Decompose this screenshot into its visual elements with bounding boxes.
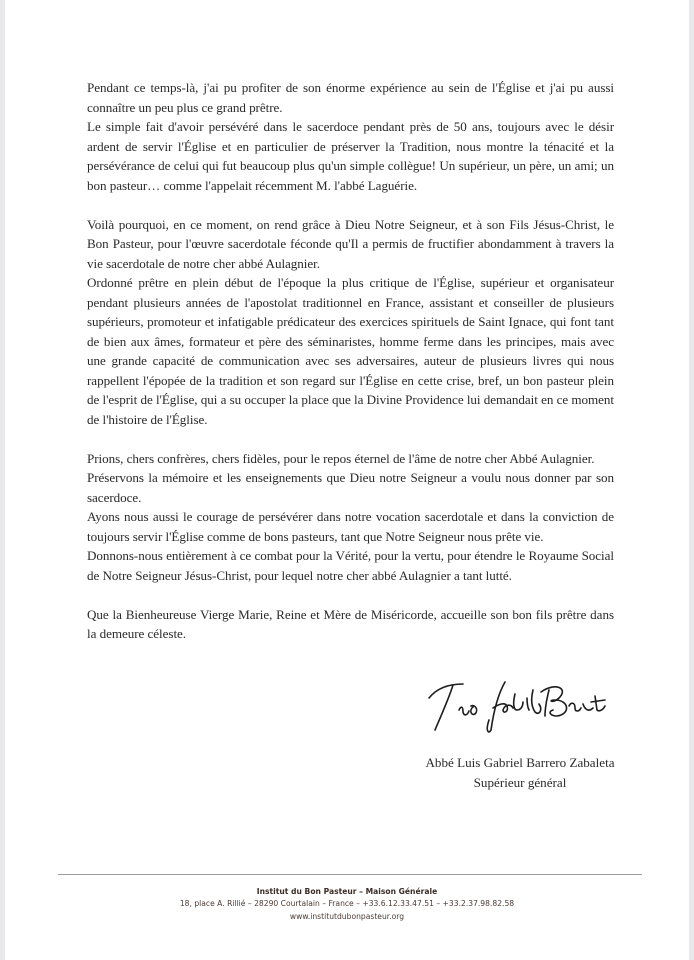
signatory-block	[395, 753, 645, 792]
paragraph-gap	[87, 585, 614, 605]
paragraph: Le simple fait d'avoir persévéré dans le sacerdoce pendant près de 50 ans, toujours avec le désir ardent de servir l'Église et en particulier de préserver la Tradition, nous montre la ténacité et la persévérance de celui qui fut beaucoup plus qu'un simple collègue! Un supérieur, un père, un ami; un bon pasteur… comme l'appelait récemment M. l'abbé Laguérie.	[87, 119, 614, 193]
footer-divider	[58, 874, 642, 875]
paragraph-gap	[87, 429, 614, 449]
footer-organization: Institut du Bon Pasteur – Maison Générale	[256, 887, 438, 896]
letter-body	[87, 78, 614, 644]
signature-stroke	[541, 687, 605, 716]
paragraph: Pendant ce temps-là, j'ai pu profiter de son énorme expérience au sein de l'Église et j'ai pu aussi connaître un peu plus ce grand prêtre.	[87, 80, 614, 115]
footer-website: www.institutdubonpasteur.org	[289, 911, 405, 921]
signatory-title: Supérieur général	[473, 774, 567, 790]
paragraph: Que la Bienheureuse Vierge Marie, Reine et Mère de Miséricorde, accueille son bon fils prêtre dans la demeure céleste.	[87, 606, 614, 641]
paragraph: Donnons-nous entièrement à ce combat pour la Vérité, pour la vertu, pour étendre le Royaume Social de Notre Seigneur Jésus-Christ, pour lequel notre cher abbé Aulagnier a tant lutté.	[87, 548, 614, 583]
signatory-name: Abbé Luis Gabriel Barrero Zabaleta	[425, 755, 615, 770]
paragraph: Prions, chers confrères, chers fidèles, pour le repos éternel de l'âme de notre cher Abbé Aulagnier.	[87, 450, 595, 466]
handwritten-signature	[423, 676, 613, 736]
signature-stroke	[429, 684, 463, 730]
letterhead-footer	[105, 886, 589, 923]
letter-page	[5, 0, 689, 960]
paragraph: Préservons la mémoire et les enseignements que Dieu notre Seigneur a voulu nous donner par son sacerdoce.	[87, 470, 614, 505]
paragraph: Ordonné prêtre en plein début de l'époque la plus critique de l'Église, supérieur et organisateur pendant plusieurs années de l'apostolat traditionnel en France, assistant et conseiller de plusieurs supérieurs, promoteur et infatigable prédicateur des exercices spirituels de Saint Ignace, qui font tant de bien aux âmes, formateur et père des séminaristes, homme ferme dans les principes, mais avec une grande capacité de communication avec ses adversaires, auteur de plusieurs livres qui nous rappellent l'épopée de la tradition et son regard sur l'Église en cette crise, bref, un bon pasteur plein de l'esprit de l'Église, qui a su occuper la place que la Divine Providence lui demandait en ce moment de l'histoire de l'Église.	[87, 275, 614, 427]
footer-address: 18, place A. Rillié – 28290 Courtalain – France – +33.6.12.33.47.51 – +33.2.37.98.82.58	[179, 899, 515, 909]
paragraph: Voilà pourquoi, en ce moment, on rend grâce à Dieu Notre Seigneur, et à son Fils Jésus-Christ, le Bon Pasteur, pour l'œuvre sacerdotale féconde qu'Il a permis de fructifier abondamment à travers la vie sacerdotale de notre cher abbé Aulagnier.	[87, 216, 614, 271]
signature-stroke	[487, 682, 540, 732]
signature-stroke	[459, 706, 477, 715]
paragraph: Ayons nous aussi le courage de persévérer dans notre vocation sacerdotale et dans la conviction de toujours servir l'Église comme de bons pasteurs, tant que Notre Seigneur nous prête vie.	[87, 509, 614, 544]
paragraph-gap	[87, 195, 614, 215]
